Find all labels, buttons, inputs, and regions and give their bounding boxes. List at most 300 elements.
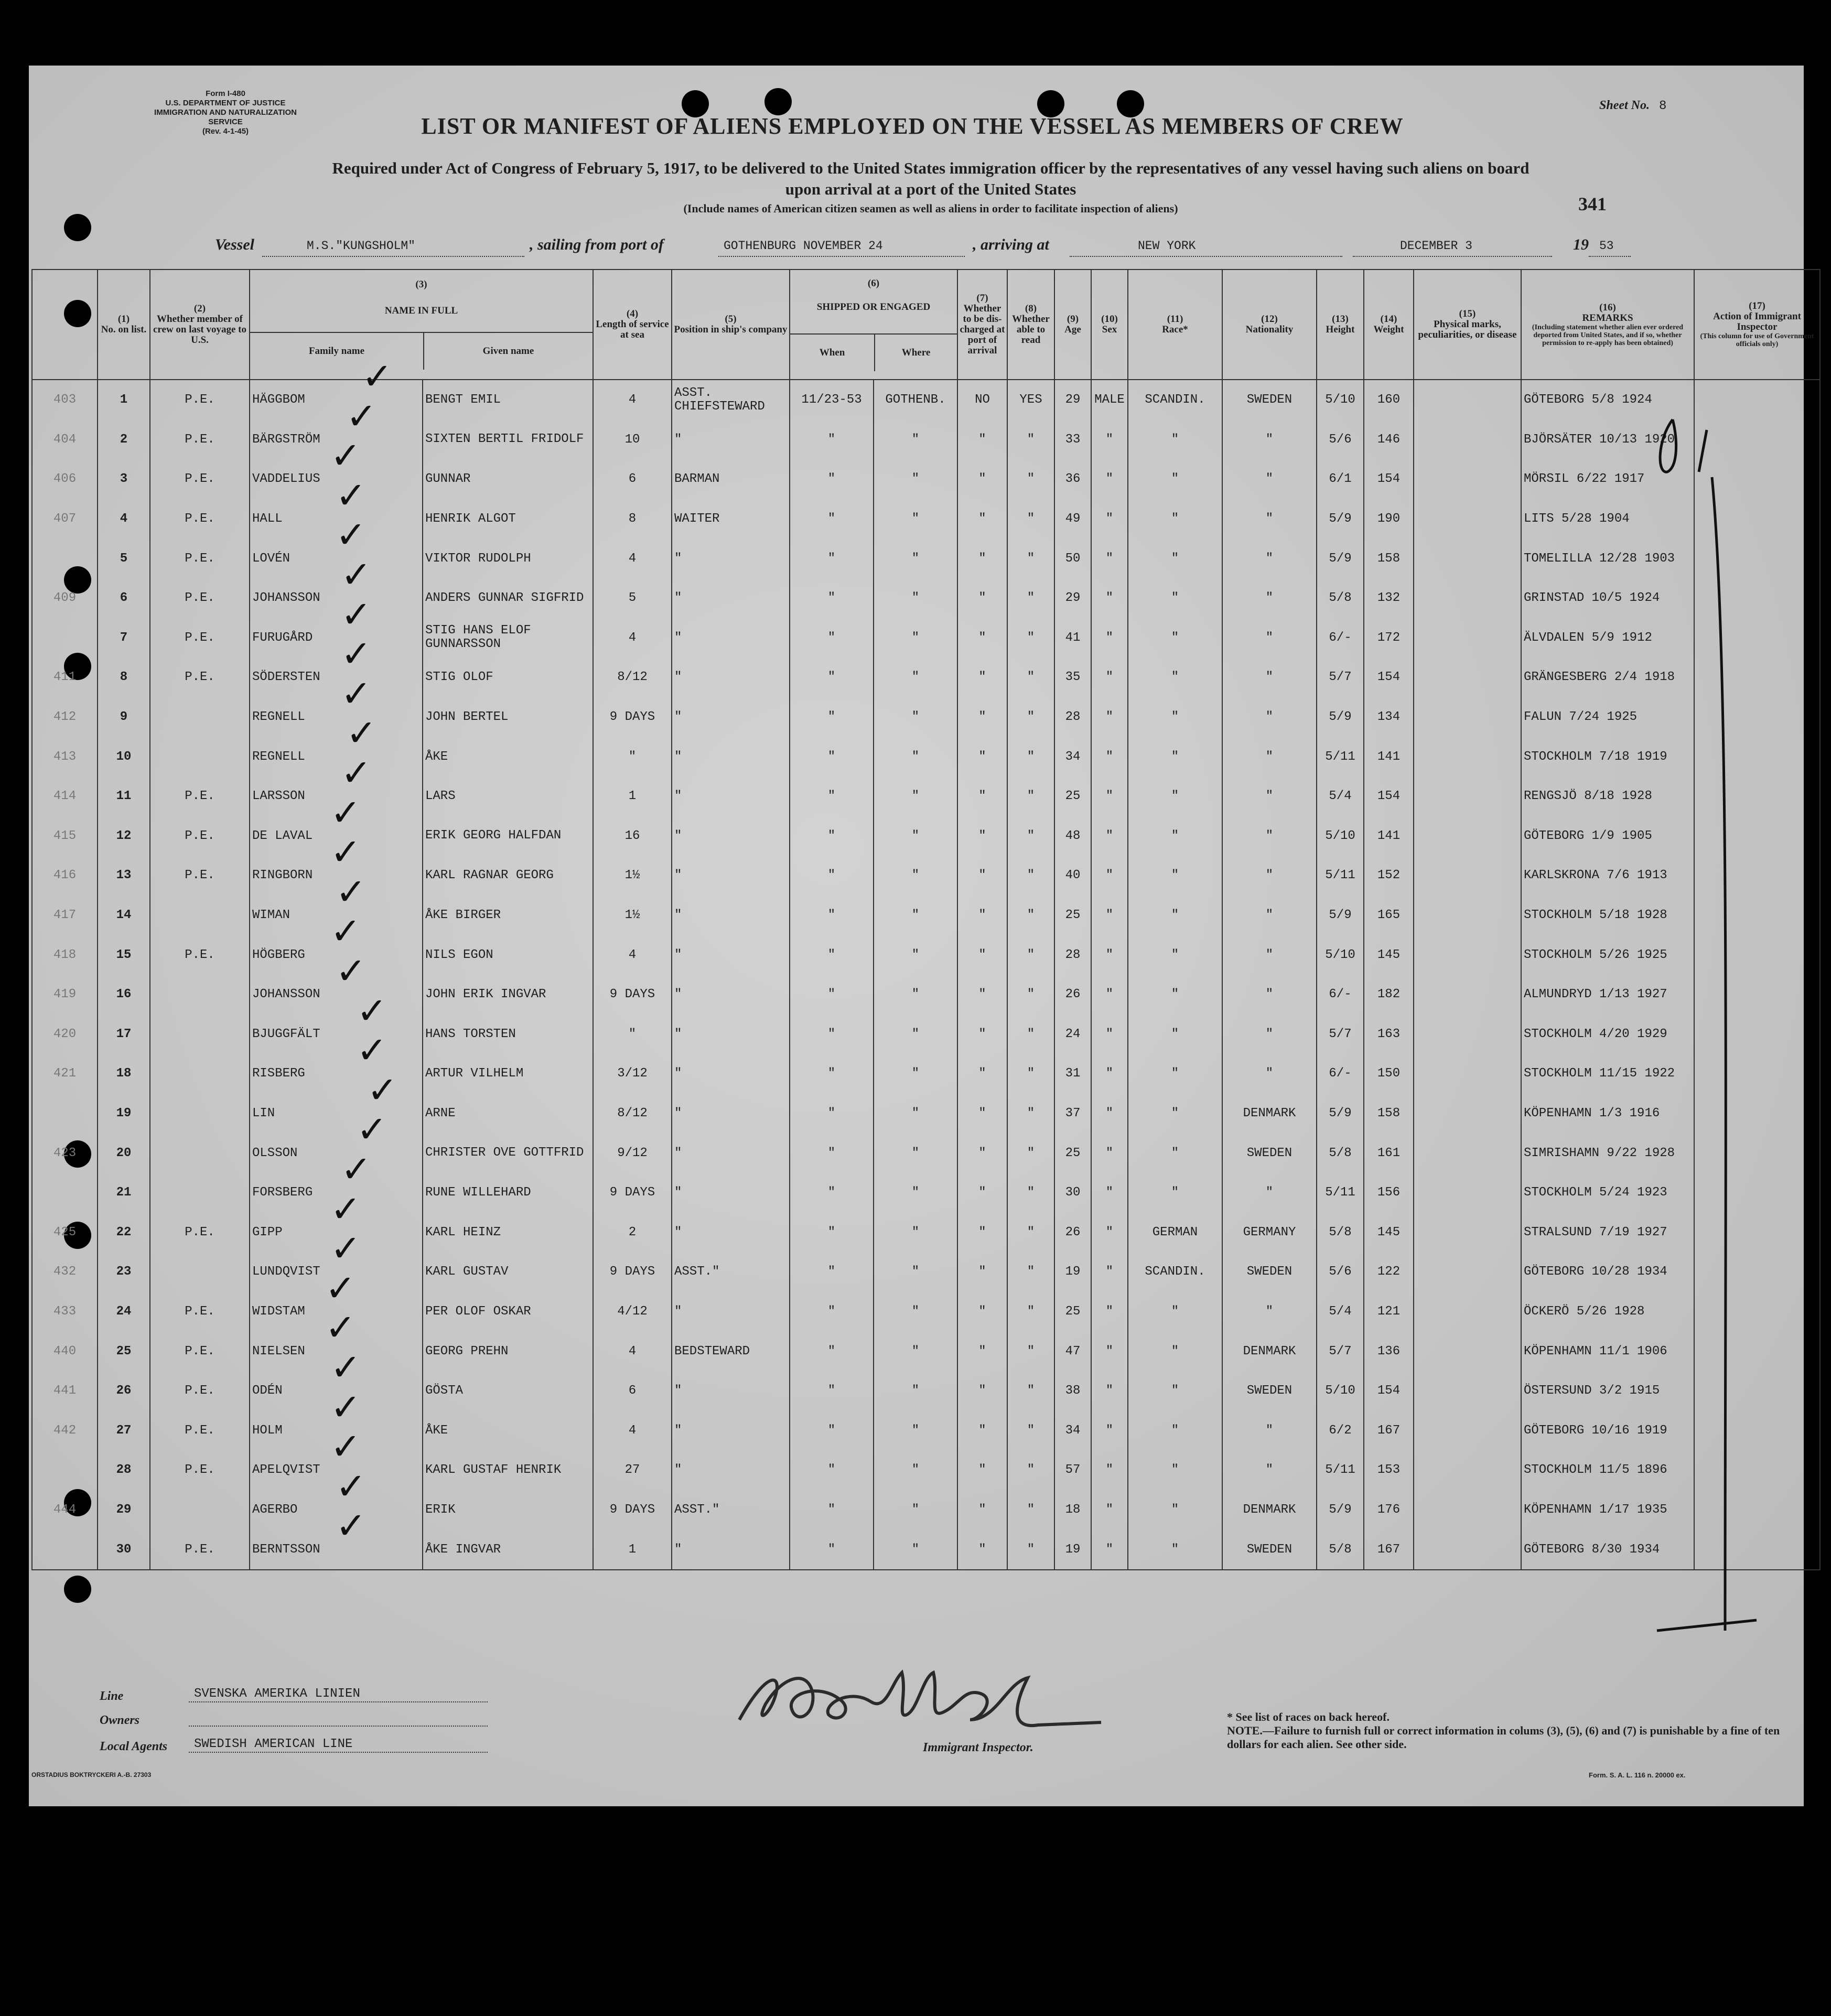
cell-position: ": [672, 697, 790, 737]
cell-weight: 160: [1364, 380, 1414, 420]
cell-remarks: RENGSJÖ 8/18 1928: [1521, 777, 1694, 816]
cell-family: RINGBORN: [250, 856, 423, 896]
cell-position: ": [672, 1054, 790, 1094]
cell-service: 1: [593, 1529, 672, 1570]
cell-physical: [1414, 737, 1521, 777]
cell-prev: [150, 697, 250, 737]
cell-remarks: SIMRISHAMN 9/22 1928: [1521, 1133, 1694, 1173]
cell-where: ": [874, 1212, 957, 1252]
line-number: 412: [32, 697, 98, 737]
cell-prev: [150, 1490, 250, 1530]
table-row: [32, 380, 1820, 420]
line-number: 418: [32, 935, 98, 975]
cell-age: 25: [1054, 1292, 1091, 1332]
cell-given: GÖSTA: [423, 1371, 593, 1411]
cell-physical: [1414, 1173, 1521, 1213]
cell-weight: 182: [1364, 975, 1414, 1015]
printer-imprint: ORSTADIUS BOKTRYCKERI A.-B. 27303: [31, 1771, 152, 1778]
cell-height: 5/11: [1317, 856, 1364, 896]
cell-position: ": [672, 1133, 790, 1173]
table-row: [32, 618, 1820, 658]
cell-discharged: ": [957, 1529, 1007, 1570]
cell-where: GOTHENB.: [874, 380, 957, 420]
cell-when: ": [790, 420, 874, 460]
cell-service: 16: [593, 816, 672, 856]
line-number: 440: [32, 1331, 98, 1371]
cell-service: 9 DAYS: [593, 1173, 672, 1213]
cell-age: 34: [1054, 1410, 1091, 1450]
cell-discharged: ": [957, 777, 1007, 816]
cell-no: 6: [98, 578, 150, 618]
cell-no: 28: [98, 1450, 150, 1490]
form-identifier: Form I-480 U.S. DEPARTMENT OF JUSTICE IMMIGRATION AND NATURALIZATION SERVICE (Rev. 4-1-45): [154, 89, 297, 136]
cell-given: ERIK: [423, 1490, 593, 1530]
cell-age: 29: [1054, 380, 1091, 420]
cell-service: 9 DAYS: [593, 1252, 672, 1292]
cell-prev: [150, 1133, 250, 1173]
col8-header: (8) Whether able to read: [1007, 269, 1054, 380]
cell-family: FORSBERG: [250, 1173, 423, 1213]
cell-given: ERIK GEORG HALFDAN: [423, 816, 593, 856]
cell-weight: 152: [1364, 856, 1414, 896]
cell-sex: ": [1091, 1252, 1128, 1292]
table-row: [32, 856, 1820, 896]
cell-race: ": [1128, 777, 1222, 816]
cell-no: 21: [98, 1173, 150, 1213]
cell-height: 5/4: [1317, 1292, 1364, 1332]
cell-physical: [1414, 896, 1521, 935]
sailing-underline: [718, 256, 965, 257]
cell-nationality: ": [1222, 420, 1317, 460]
cell-discharged: ": [957, 1331, 1007, 1371]
cell-race: ": [1128, 538, 1222, 578]
sailing-label: , sailing from port of: [530, 236, 664, 253]
cell-service: ": [593, 737, 672, 777]
cell-height: 5/8: [1317, 1133, 1364, 1173]
cell-age: 25: [1054, 896, 1091, 935]
cell-given: LARS: [423, 777, 593, 816]
cell-given: NILS EGON: [423, 935, 593, 975]
cell-remarks: GÖTEBORG 8/30 1934: [1521, 1529, 1694, 1570]
cell-when: ": [790, 1212, 874, 1252]
cell-given: STIG OLOF: [423, 657, 593, 697]
cell-prev: P.E.: [150, 420, 250, 460]
cell-weight: 176: [1364, 1490, 1414, 1530]
line-number: 403: [32, 380, 98, 420]
cell-read: ": [1007, 1450, 1054, 1490]
page-title: LIST OR MANIFEST OF ALIENS EMPLOYED ON THE VESSEL AS MEMBERS OF CREW: [421, 113, 1404, 139]
cell-given: CHRISTER OVE GOTTFRID: [423, 1133, 593, 1173]
cell-given: SIXTEN BERTIL FRIDOLF: [423, 420, 593, 460]
check-mark: ✓: [336, 473, 367, 517]
cell-service: 4: [593, 935, 672, 975]
cell-remarks: TOMELILLA 12/28 1903: [1521, 538, 1694, 578]
cell-sex: ": [1091, 896, 1128, 935]
cell-family: GIPP: [250, 1212, 423, 1252]
subtitle-arrival: upon arrival at a port of the United States: [785, 180, 1076, 198]
col11-header: (11) Race*: [1128, 269, 1222, 380]
cell-no: 10: [98, 737, 150, 777]
line-number: 417: [32, 896, 98, 935]
cell-age: 41: [1054, 618, 1091, 658]
table-row: [32, 1529, 1820, 1570]
cell-given: JOHN ERIK INGVAR: [423, 975, 593, 1015]
cell-position: ASST.": [672, 1252, 790, 1292]
line-number: [32, 618, 98, 658]
form-number: Form. S. A. L. 116 n. 20000 ex.: [1589, 1771, 1686, 1779]
cell-where: ": [874, 499, 957, 539]
table-row: [32, 1173, 1820, 1213]
cell-height: 5/10: [1317, 816, 1364, 856]
col14-header: (14) Weight: [1364, 269, 1414, 380]
cell-given: KARL GUSTAV: [423, 1252, 593, 1292]
cell-discharged: ": [957, 1094, 1007, 1134]
cell-discharged: ": [957, 1133, 1007, 1173]
crew-rows: [32, 380, 1820, 1570]
cell-weight: 136: [1364, 1331, 1414, 1371]
cell-when: ": [790, 1371, 874, 1411]
cell-physical: [1414, 1094, 1521, 1134]
cell-age: 28: [1054, 935, 1091, 975]
cell-discharged: ": [957, 896, 1007, 935]
cell-discharged: ": [957, 618, 1007, 658]
races-note: * See list of races on back hereof.: [1227, 1710, 1390, 1723]
cell-nationality: SWEDEN: [1222, 1371, 1317, 1411]
cell-where: ": [874, 657, 957, 697]
cell-service: 8: [593, 499, 672, 539]
cell-nationality: ": [1222, 856, 1317, 896]
cell-when: ": [790, 737, 874, 777]
cell-position: ": [672, 1371, 790, 1411]
cell-given: KARL GUSTAF HENRIK: [423, 1450, 593, 1490]
cell-position: ": [672, 816, 790, 856]
cell-discharged: ": [957, 1173, 1007, 1213]
line-number: [32, 1450, 98, 1490]
cell-when: ": [790, 538, 874, 578]
col10-header: (10) Sex: [1091, 269, 1128, 380]
cell-service: 4: [593, 538, 672, 578]
penalty-note: NOTE.—Failure to furnish full or correct information in colums (3), (5), (6) and (7) is punishable by a fine of ten dollars for each alien. See other side.: [1227, 1724, 1780, 1751]
cell-height: 5/10: [1317, 1371, 1364, 1411]
cell-sex: ": [1091, 1173, 1128, 1213]
cell-family: LOVÉN: [250, 538, 423, 578]
cell-position: BEDSTEWARD: [672, 1331, 790, 1371]
line-number: [32, 1173, 98, 1213]
line-number-header: [32, 269, 98, 380]
line-number: 411: [32, 657, 98, 697]
cell-when: ": [790, 1529, 874, 1570]
cell-sex: ": [1091, 1371, 1128, 1411]
vessel-label: Vessel: [215, 236, 254, 253]
cell-height: 5/11: [1317, 737, 1364, 777]
cell-height: 6/-: [1317, 618, 1364, 658]
cell-when: ": [790, 657, 874, 697]
cell-position: ASST.": [672, 1490, 790, 1530]
cell-weight: 165: [1364, 896, 1414, 935]
owners-label: Owners: [100, 1713, 140, 1727]
cell-read: ": [1007, 1529, 1054, 1570]
cell-where: ": [874, 816, 957, 856]
cell-nationality: SWEDEN: [1222, 1252, 1317, 1292]
check-mark: ✓: [357, 989, 387, 1032]
line-number: [32, 538, 98, 578]
cell-where: ": [874, 935, 957, 975]
cell-family: LIN: [250, 1094, 423, 1134]
cell-when: ": [790, 1173, 874, 1213]
cell-no: 16: [98, 975, 150, 1015]
cell-where: ": [874, 896, 957, 935]
cell-family: BJUGGFÄLT: [250, 1015, 423, 1054]
vessel-name: M.S."KUNGSHOLM": [307, 239, 416, 253]
year-underline: [1589, 256, 1631, 257]
cell-prev: P.E.: [150, 1371, 250, 1411]
inspector-label: Immigrant Inspector.: [923, 1741, 1033, 1754]
cell-no: 5: [98, 538, 150, 578]
cell-race: ": [1128, 1054, 1222, 1094]
cell-nationality: ": [1222, 1015, 1317, 1054]
cell-no: 1: [98, 380, 150, 420]
cell-discharged: ": [957, 816, 1007, 856]
cell-discharged: ": [957, 499, 1007, 539]
cell-given: ÅKE: [423, 1410, 593, 1450]
cell-nationality: ": [1222, 816, 1317, 856]
footer-notes: [1227, 1710, 1783, 1751]
cell-prev: [150, 1015, 250, 1054]
cell-height: 5/7: [1317, 1015, 1364, 1054]
cell-no: 8: [98, 657, 150, 697]
cell-discharged: ": [957, 657, 1007, 697]
cell-sex: ": [1091, 1054, 1128, 1094]
table-row: [32, 1252, 1820, 1292]
cell-age: 31: [1054, 1054, 1091, 1094]
cell-prev: P.E.: [150, 856, 250, 896]
table-row: [32, 935, 1820, 975]
line-number: 413: [32, 737, 98, 777]
cell-read: ": [1007, 856, 1054, 896]
cell-position: ": [672, 420, 790, 460]
table-row: [32, 1450, 1820, 1490]
cell-no: 15: [98, 935, 150, 975]
check-mark: ✓: [330, 910, 361, 953]
sailing-from: GOTHENBURG NOVEMBER 24: [724, 239, 883, 253]
cell-prev: P.E.: [150, 935, 250, 975]
cell-weight: 154: [1364, 1371, 1414, 1411]
cell-sex: ": [1091, 538, 1128, 578]
cell-family: DE LAVAL: [250, 816, 423, 856]
cell-sex: ": [1091, 777, 1128, 816]
cell-position: ": [672, 975, 790, 1015]
cell-remarks: KÖPENHAMN 1/3 1916: [1521, 1094, 1694, 1134]
cell-height: 5/8: [1317, 578, 1364, 618]
cell-sex: ": [1091, 697, 1128, 737]
check-mark: ✓: [336, 1504, 367, 1548]
cell-sex: ": [1091, 657, 1128, 697]
cell-discharged: ": [957, 697, 1007, 737]
cell-service: 6: [593, 1371, 672, 1411]
cell-weight: 161: [1364, 1133, 1414, 1173]
cell-prev: [150, 1252, 250, 1292]
cell-service: 4: [593, 618, 672, 658]
col4-header: (4) Length of service at sea: [593, 269, 672, 380]
cell-no: 25: [98, 1331, 150, 1371]
crew-manifest-table: [31, 269, 1821, 1570]
cell-race: ": [1128, 816, 1222, 856]
cell-nationality: ": [1222, 538, 1317, 578]
cell-race: ": [1128, 1410, 1222, 1450]
cell-physical: [1414, 697, 1521, 737]
cell-race: ": [1128, 896, 1222, 935]
cell-service: 8/12: [593, 1094, 672, 1134]
table-row: [32, 1054, 1820, 1094]
cell-nationality: ": [1222, 499, 1317, 539]
cell-where: ": [874, 1015, 957, 1054]
table-row: [32, 737, 1820, 777]
cell-when: ": [790, 459, 874, 499]
cell-when: ": [790, 1410, 874, 1450]
col16-header: (16) REMARKS (Including statement whether alien ever ordered deported from United States, and if so, whether permission to re-apply has been obtained): [1521, 269, 1694, 380]
line-number: 444: [32, 1490, 98, 1530]
cell-weight: 154: [1364, 459, 1414, 499]
cell-race: ": [1128, 499, 1222, 539]
cell-family: OLSSON: [250, 1133, 423, 1173]
cell-race: ": [1128, 1292, 1222, 1332]
line-number: [32, 1529, 98, 1570]
cell-when: ": [790, 1015, 874, 1054]
cell-family: ODÉN: [250, 1371, 423, 1411]
inspector-signature: [734, 1662, 1112, 1741]
cell-position: ": [672, 1410, 790, 1450]
check-mark: ✓: [330, 791, 361, 834]
cell-given: HANS TORSTEN: [423, 1015, 593, 1054]
check-mark: ✓: [341, 632, 372, 676]
table-row: [32, 816, 1820, 856]
cell-height: 5/9: [1317, 697, 1364, 737]
cell-family: REGNELL: [250, 697, 423, 737]
cell-when: ": [790, 816, 874, 856]
cell-when: ": [790, 856, 874, 896]
cell-race: ": [1128, 1529, 1222, 1570]
year: 53: [1599, 239, 1614, 253]
cell-read: ": [1007, 777, 1054, 816]
cell-physical: [1414, 1371, 1521, 1411]
cell-prev: [150, 896, 250, 935]
cell-read: ": [1007, 1015, 1054, 1054]
cell-service: 4: [593, 1331, 672, 1371]
cell-weight: 121: [1364, 1292, 1414, 1332]
agents-underline: [189, 1752, 488, 1753]
arrival-date: DECEMBER 3: [1400, 239, 1473, 253]
cell-race: ": [1128, 856, 1222, 896]
table-row: [32, 657, 1820, 697]
cell-nationality: ": [1222, 737, 1317, 777]
cell-position: ": [672, 1212, 790, 1252]
cell-height: 5/10: [1317, 935, 1364, 975]
cell-weight: 153: [1364, 1450, 1414, 1490]
cell-discharged: ": [957, 1410, 1007, 1450]
cell-given: PER OLOF OSKAR: [423, 1292, 593, 1332]
cell-height: 6/1: [1317, 459, 1364, 499]
cell-service: 5: [593, 578, 672, 618]
table-row: [32, 420, 1820, 460]
cell-physical: [1414, 1450, 1521, 1490]
cell-where: ": [874, 737, 957, 777]
cell-nationality: SWEDEN: [1222, 380, 1317, 420]
cell-sex: ": [1091, 737, 1128, 777]
cell-physical: [1414, 578, 1521, 618]
line-number: 433: [32, 1292, 98, 1332]
cell-physical: [1414, 1331, 1521, 1371]
cell-remarks: GRINSTAD 10/5 1924: [1521, 578, 1694, 618]
cell-service: 1: [593, 777, 672, 816]
cell-race: ": [1128, 1371, 1222, 1411]
cell-family: LUNDQVIST: [250, 1252, 423, 1292]
table-row: [32, 578, 1820, 618]
cell-read: ": [1007, 538, 1054, 578]
cell-height: 5/7: [1317, 1331, 1364, 1371]
cell-no: 24: [98, 1292, 150, 1332]
check-mark: ✓: [341, 672, 372, 715]
cell-age: 29: [1054, 578, 1091, 618]
cell-physical: [1414, 380, 1521, 420]
cell-nationality: ": [1222, 975, 1317, 1015]
cell-where: ": [874, 459, 957, 499]
cell-weight: 172: [1364, 618, 1414, 658]
cell-read: ": [1007, 697, 1054, 737]
cell-position: ": [672, 1529, 790, 1570]
cell-age: 24: [1054, 1015, 1091, 1054]
cell-weight: 167: [1364, 1410, 1414, 1450]
check-mark: ✓: [346, 711, 377, 755]
cell-sex: ": [1091, 1410, 1128, 1450]
cell-physical: [1414, 816, 1521, 856]
cell-when: ": [790, 578, 874, 618]
table-row: [32, 697, 1820, 737]
col13-header: (13) Height: [1317, 269, 1364, 380]
cell-position: ": [672, 777, 790, 816]
cell-where: ": [874, 538, 957, 578]
cell-prev: P.E.: [150, 1450, 250, 1490]
cell-prev: P.E.: [150, 1292, 250, 1332]
cell-family: BERNTSSON: [250, 1529, 423, 1570]
cell-read: ": [1007, 420, 1054, 460]
line-number: 441: [32, 1371, 98, 1411]
cell-read: ": [1007, 975, 1054, 1015]
cell-position: BARMAN: [672, 459, 790, 499]
cell-read: ": [1007, 618, 1054, 658]
cell-given: ÅKE BIRGER: [423, 896, 593, 935]
check-mark: ✓: [325, 1266, 356, 1310]
check-mark: ✓: [336, 513, 367, 557]
year-prefix: 19: [1573, 236, 1589, 253]
cell-family: SÖDERSTEN: [250, 657, 423, 697]
table-row: [32, 499, 1820, 539]
cell-read: ": [1007, 499, 1054, 539]
cell-sex: ": [1091, 1015, 1128, 1054]
cell-when: ": [790, 499, 874, 539]
line-number: 415: [32, 816, 98, 856]
cell-discharged: ": [957, 459, 1007, 499]
cell-discharged: ": [957, 1371, 1007, 1411]
cell-weight: 158: [1364, 538, 1414, 578]
cell-race: ": [1128, 1133, 1222, 1173]
cell-sex: ": [1091, 420, 1128, 460]
cell-no: 17: [98, 1015, 150, 1054]
cell-remarks: GRÄNGESBERG 2/4 1918: [1521, 657, 1694, 697]
cell-discharged: ": [957, 1450, 1007, 1490]
cell-physical: [1414, 420, 1521, 460]
cell-prev: [150, 1173, 250, 1213]
col15-header: (15) Physical marks, peculiarities, or disease: [1414, 269, 1521, 380]
